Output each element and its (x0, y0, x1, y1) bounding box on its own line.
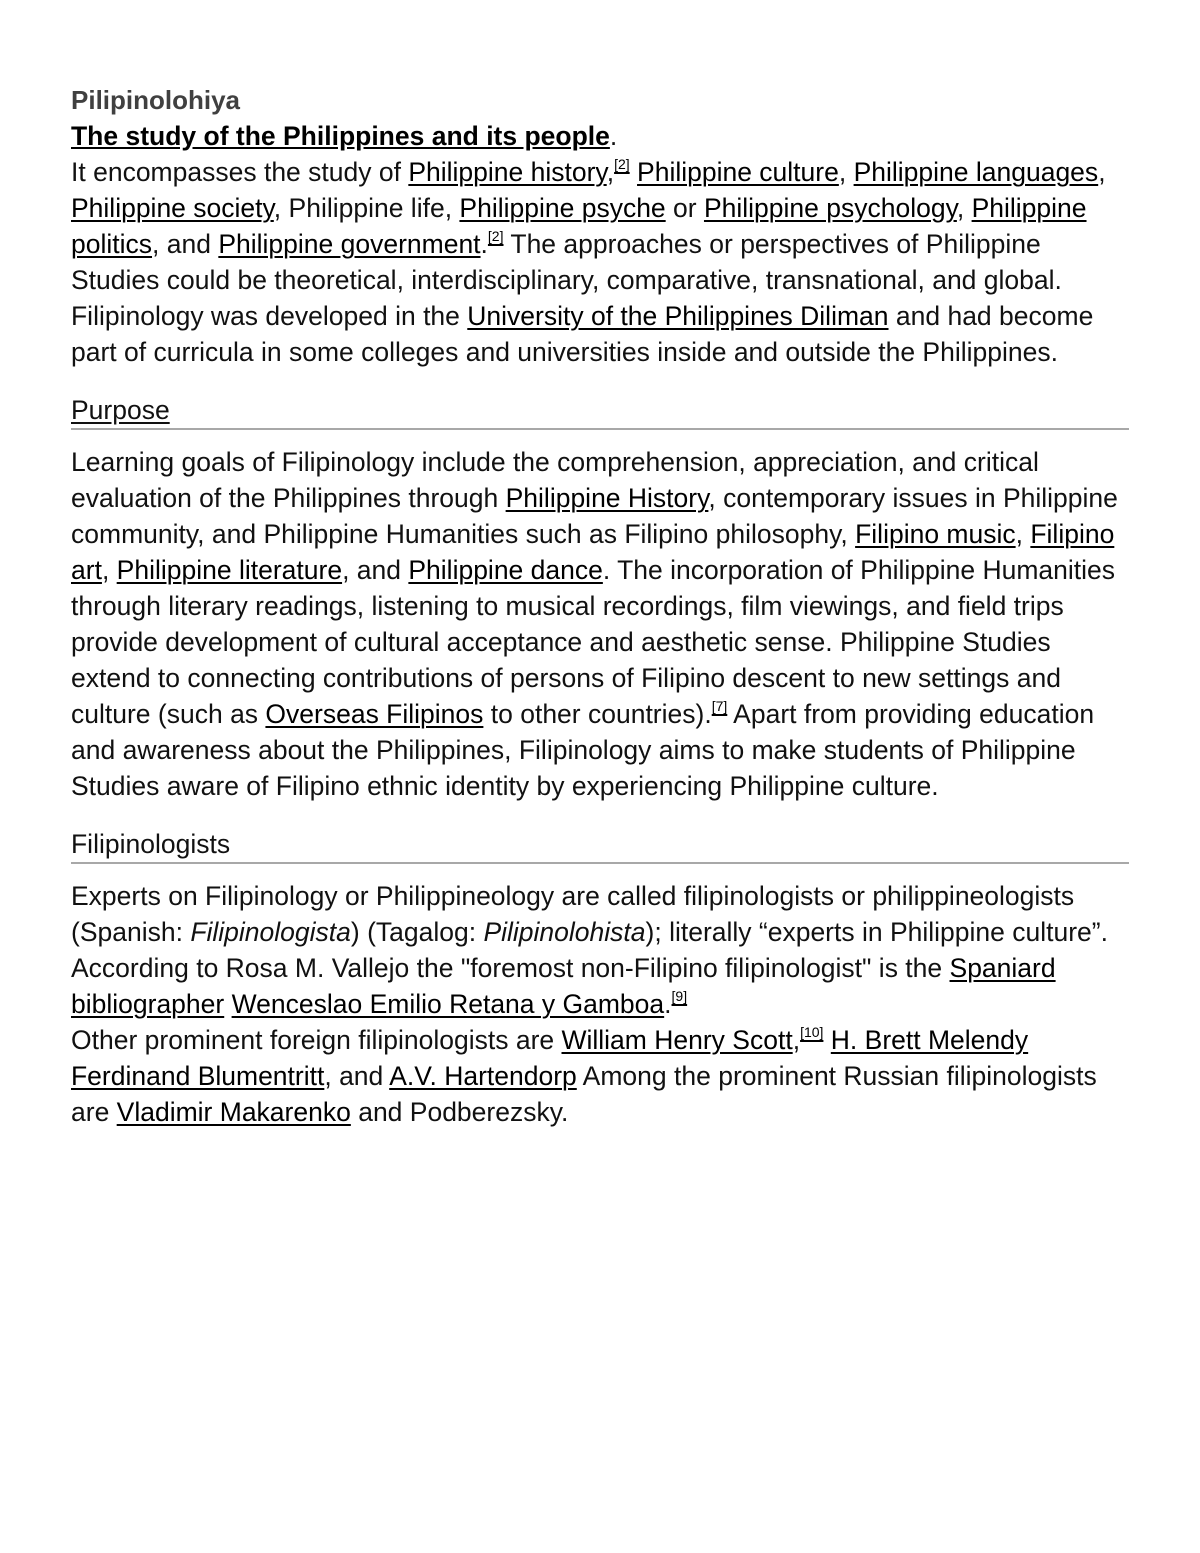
ref-2-link-b[interactable]: [2] (487, 228, 504, 245)
purpose-paragraph: Learning goals of Filipinology include the comprehension, appreciation, and critical evaluation of the Philippines through Philippine History, contemporary issues in Philippine community, and Philippine Humanities such as Filipino philosophy, Filipino music, Filipino art, Philippine literature, and Philippine dance. The incorporation of Philippine Humanities through literary readings, listening to musical recordings, film viewings, and field trips provide development of cultural acceptance and aesthetic sense. Philippine Studies extend to connecting contributions of persons of Filipino descent to new settings and culture (such as Overseas Filipinos to other countries).[7] Apart from providing education and awareness about the Philippines, Filipinology aims to make students of Philippine Studies aware of Filipino ethnic identity by experiencing Philippine culture. (71, 447, 1118, 801)
link-filipino-music[interactable]: Filipino music (855, 519, 1016, 549)
link-filipino-art[interactable]: Filipino art (71, 519, 1115, 585)
link-philippine-history-2[interactable]: Philippine History (505, 483, 709, 513)
link-ferdinand-blumentritt[interactable]: Ferdinand Blumentritt (71, 1061, 325, 1091)
link-philippine-dance[interactable]: Philippine dance (408, 555, 603, 585)
link-philippine-psychology[interactable]: Philippine psychology (703, 193, 957, 223)
link-philippine-languages[interactable]: Philippine languages (853, 157, 1099, 187)
link-h-brett-melendy[interactable]: H. Brett Melendy (830, 1025, 1029, 1055)
link-bibliographer[interactable]: bibliographer (71, 989, 225, 1019)
filipinologists-paragraph: Experts on Filipinology or Philippineology are called filipinologists or philippineologists (Spanish: Filipinologista) (Tagalog: Pilipinolohista); literally “experts in Philippine culture”. According to Rosa M. Vallejo the "foremost non-Filipino filipinologist" is the Spaniard bibliographer Wenceslao Emilio Retana y Gamboa.[9] Other prominent foreign filipinologists are William Henry Scott,[10] H. Brett Melendy Ferdinand Blumentritt, and A.V. Hartendorp Among the prominent Russian filipinologists are Vladimir Makarenko and Podberezsky. (71, 881, 1108, 1127)
document-page (71, 82, 1131, 1130)
ref-2-link[interactable]: [2] (614, 156, 630, 173)
intro-paragraph: The study of the Philippines and its people. It encompasses the study of Philippine history,[2] Philippine culture, Philippine languages, Philippine society, Philippine life, Philippine psyche or Philippine psychology, Philippine politics, and Philippine government.[2] The approaches or perspectives of Philippine Studies could be theoretical, interdisciplinary, comparative, transnational, and global. Filipinology was developed in the University of the Philippines Diliman and had become part of curricula in some colleges and universities inside and outside the Philippines. (71, 121, 1106, 367)
link-philippine-literature[interactable]: Philippine literature (116, 555, 343, 585)
filipinologists-heading: Filipinologists (71, 826, 1129, 864)
link-spaniard[interactable]: Spaniard (949, 953, 1056, 983)
link-vladimir-makarenko[interactable]: Vladimir Makarenko (116, 1097, 351, 1127)
link-william-henry-scott[interactable]: William Henry Scott (561, 1025, 793, 1055)
link-retana[interactable]: Wenceslao Emilio Retana y Gamboa (231, 989, 665, 1019)
link-philippine-society[interactable]: Philippine society (71, 193, 274, 223)
purpose-heading: Purpose (71, 392, 1129, 430)
link-philippine-politics[interactable]: Philippine politics (71, 193, 1087, 259)
link-philippine-culture[interactable]: Philippine culture (637, 157, 839, 187)
link-av-hartendorp[interactable]: A.V. Hartendorp (389, 1061, 577, 1091)
link-philippine-psyche[interactable]: Philippine psyche (459, 193, 666, 223)
link-up-diliman[interactable]: University of the Philippines Diliman (467, 301, 889, 331)
ref-9-link[interactable]: [9] (671, 988, 688, 1005)
link-overseas-filipinos[interactable]: Overseas Filipinos (265, 699, 484, 729)
ref-10-link[interactable]: [10] (800, 1024, 824, 1041)
link-philippine-history[interactable]: Philippine history (408, 157, 607, 187)
ref-7-link[interactable]: [7] (711, 698, 728, 715)
document-title: Pilipinolohiya (71, 85, 241, 115)
link-philippine-government[interactable]: Philippine government (218, 229, 481, 259)
subtitle: The study of the Philippines and its people (71, 121, 610, 151)
